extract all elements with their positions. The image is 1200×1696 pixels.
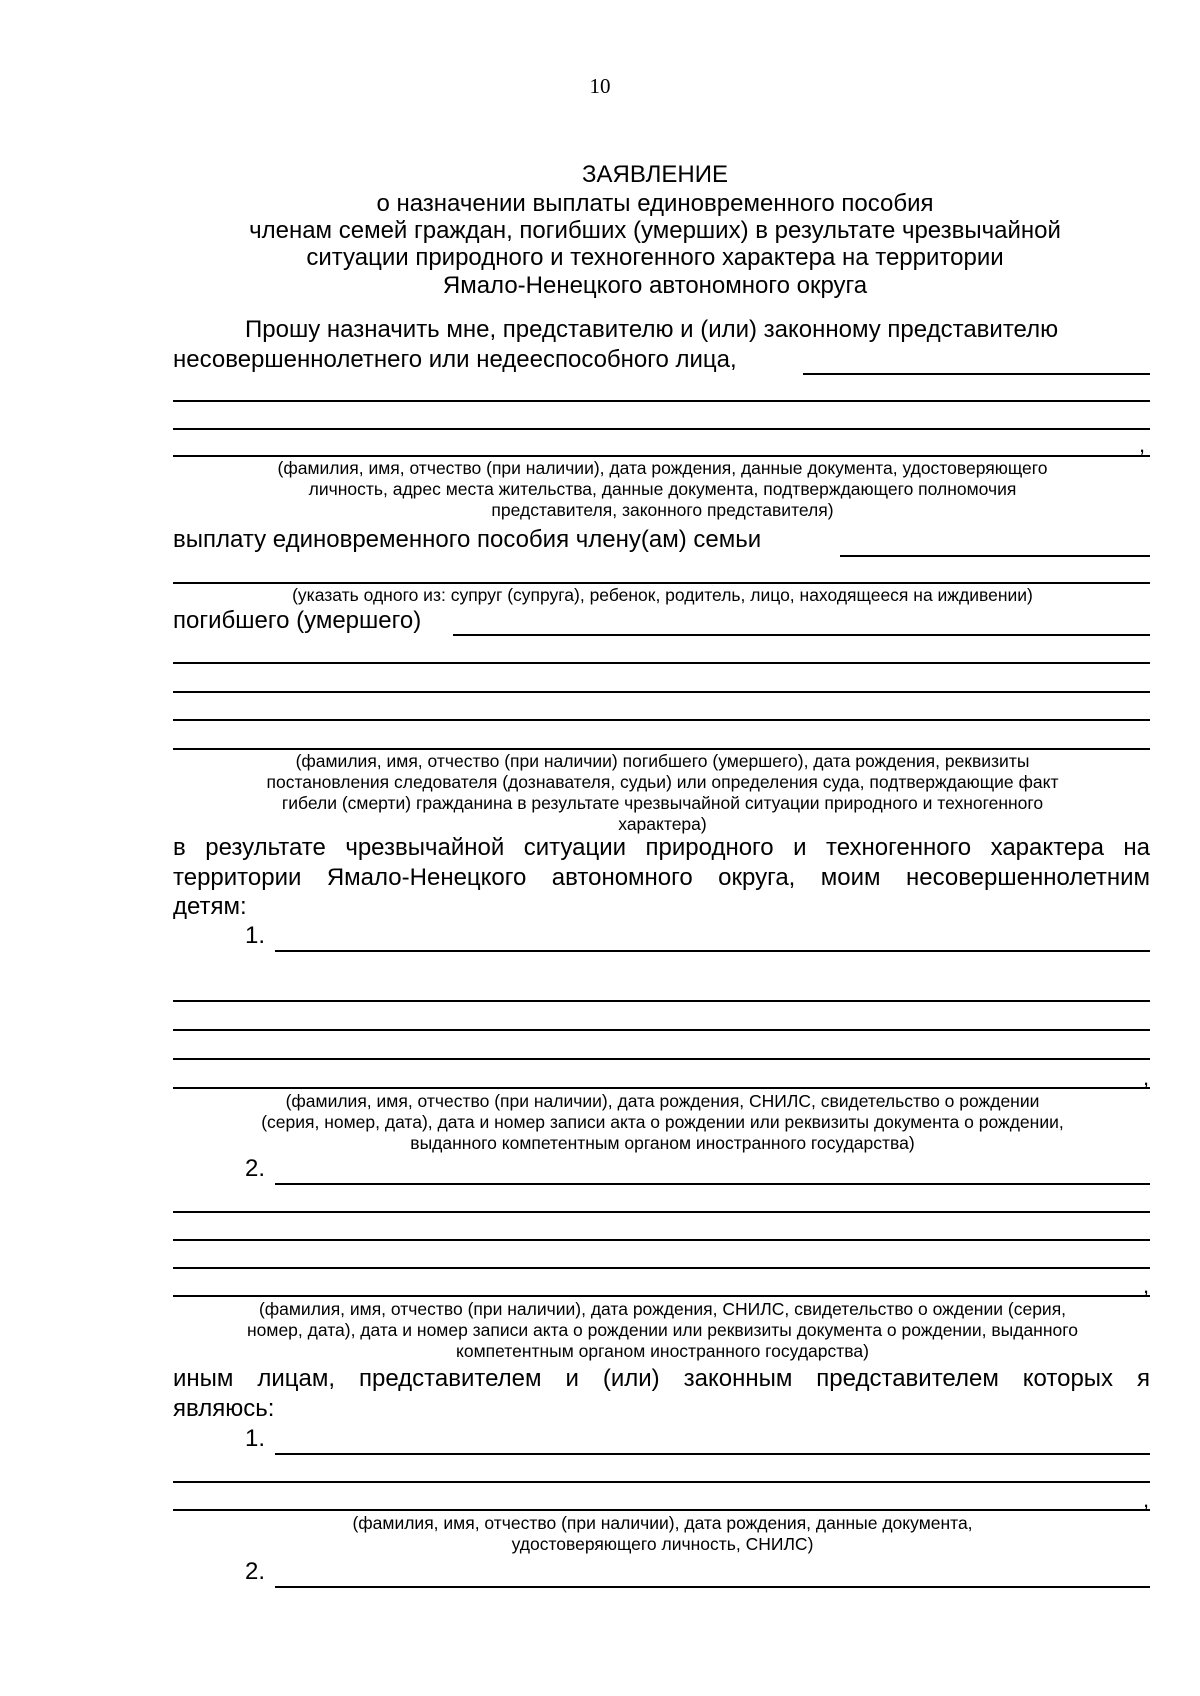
child-2-note-line-2: номер, дата), дата и номер записи акта о рождении или реквизиты документа о рождении, выданного [247,1320,1078,1340]
deceased-field-line-4[interactable] [173,719,1150,721]
applicant-comma: , [1139,432,1146,457]
deceased-field-line-3[interactable] [173,691,1150,693]
child-1-number: 1. [245,922,266,949]
child-1-field-line-3[interactable] [173,1029,1150,1031]
child-2-field-line-4[interactable] [173,1267,1150,1269]
other-1-field-line-2[interactable] [173,1481,1150,1483]
family-member-field-line-2[interactable] [173,582,1150,584]
deceased-field-line-5[interactable] [173,748,1150,750]
child-1-note-line-3: выданного компетентным органом иностранного государства) [410,1133,915,1153]
child-1-field-line-2[interactable] [173,1000,1150,1002]
form-title-line-4: Ямало-Ненецкого автономного округа [442,272,868,299]
deceased-note-line-4: характера) [618,814,707,834]
other-note-line-2: удостоверяющего личность, СНИЛС) [511,1534,814,1554]
form-title-line-3: ситуации природного и техногенного характера на территории [306,244,1004,271]
applicant-field-line-4[interactable] [173,455,1150,457]
family-note: (указать одного из: супруг (супруга), ребенок, родитель, лицо, находящееся на иждивении) [292,585,1033,605]
other-1-comma: , [1143,1487,1150,1512]
result-line-1: в результате чрезвычайной ситуации природного и техногенного характера на [173,834,1150,861]
child-1-comma: , [1143,1065,1150,1090]
others-line-2: являюсь: [173,1395,275,1422]
deceased-note-line-3: гибели (смерти) гражданина в результате чрезвычайной ситуации природного и техногенного [281,793,1044,813]
result-line-3: детям: [173,893,247,920]
child-1-field-line-5[interactable] [173,1087,1150,1089]
other-note-line-1: (фамилия, имя, отчество (при наличии), дата рождения, данные документа, [352,1513,973,1533]
others-line-1: иным лицам, представителем и (или) законным представителем которых я [173,1365,1150,1392]
child-2-field-line-2[interactable] [173,1211,1150,1213]
applicant-note-line-3: представителя, законного представителя) [491,500,834,520]
page-number: 10 [589,74,611,98]
applicant-field-line-3[interactable] [173,428,1150,430]
child-2-field-line-1[interactable] [275,1183,1150,1185]
child-1-field-line-4[interactable] [173,1058,1150,1060]
deceased-field-line-1[interactable] [453,634,1150,636]
child-1-note-line-1: (фамилия, имя, отчество (при наличии), дата рождения, СНИЛС, свидетельство о рождении [285,1091,1040,1111]
child-2-number: 2. [245,1155,266,1182]
result-line-2: территории Ямало-Ненецкого автономного округа, моим несовершеннолетним [173,864,1150,891]
form-title-line-1: о назначении выплаты единовременного пособия [376,190,934,217]
deceased-label: погибшего (умершего) [173,607,422,634]
child-1-note-line-2: (серия, номер, дата), дата и номер записи акта о рождении или реквизиты документа о рождении, [261,1112,1064,1132]
applicant-field-line-1[interactable] [803,373,1150,375]
family-member-field[interactable] [840,555,1150,557]
child-2-field-line-5[interactable] [173,1295,1150,1297]
deceased-field-line-2[interactable] [173,662,1150,664]
deceased-note-line-2: постановления следователя (дознавателя, судьи) или определения суда, подтверждающие факт [266,772,1059,792]
applicant-note-line-2: личность, адрес места жительства, данные документа, подтверждающего полномочия [308,479,1017,499]
other-2-number: 2. [245,1558,266,1585]
form-heading: ЗАЯВЛЕНИЕ [582,161,728,188]
child-2-note-line-1: (фамилия, имя, отчество (при наличии), дата рождения, СНИЛС, свидетельство о ождении (серия, [258,1299,1067,1319]
payment-line: выплату единовременного пособия члену(ам) семьи [173,526,762,553]
child-2-comma: , [1143,1273,1150,1298]
other-2-field-line-1[interactable] [275,1586,1150,1588]
applicant-field-line-2[interactable] [173,400,1150,402]
intro-line-2: несовершеннолетнего или недееспособного лица, [173,346,737,373]
deceased-note-line-1: (фамилия, имя, отчество (при наличии) погибшего (умершего), дата рождения, реквизиты [295,751,1030,771]
child-2-field-line-3[interactable] [173,1239,1150,1241]
child-1-field-line-1[interactable] [275,950,1150,952]
other-1-number: 1. [245,1425,266,1452]
child-2-note-line-3: компетентным органом иностранного государства) [456,1341,869,1361]
applicant-note-line-1: (фамилия, имя, отчество (при наличии), дата рождения, данные документа, удостоверяющего [277,458,1048,478]
other-1-field-line-1[interactable] [275,1453,1150,1455]
intro-line-1: Прошу назначить мне, представителю и (или) законному представителю [245,316,1059,343]
other-1-field-line-3[interactable] [173,1509,1150,1511]
form-title-line-2: членам семей граждан, погибших (умерших) в результате чрезвычайной [249,217,1061,244]
